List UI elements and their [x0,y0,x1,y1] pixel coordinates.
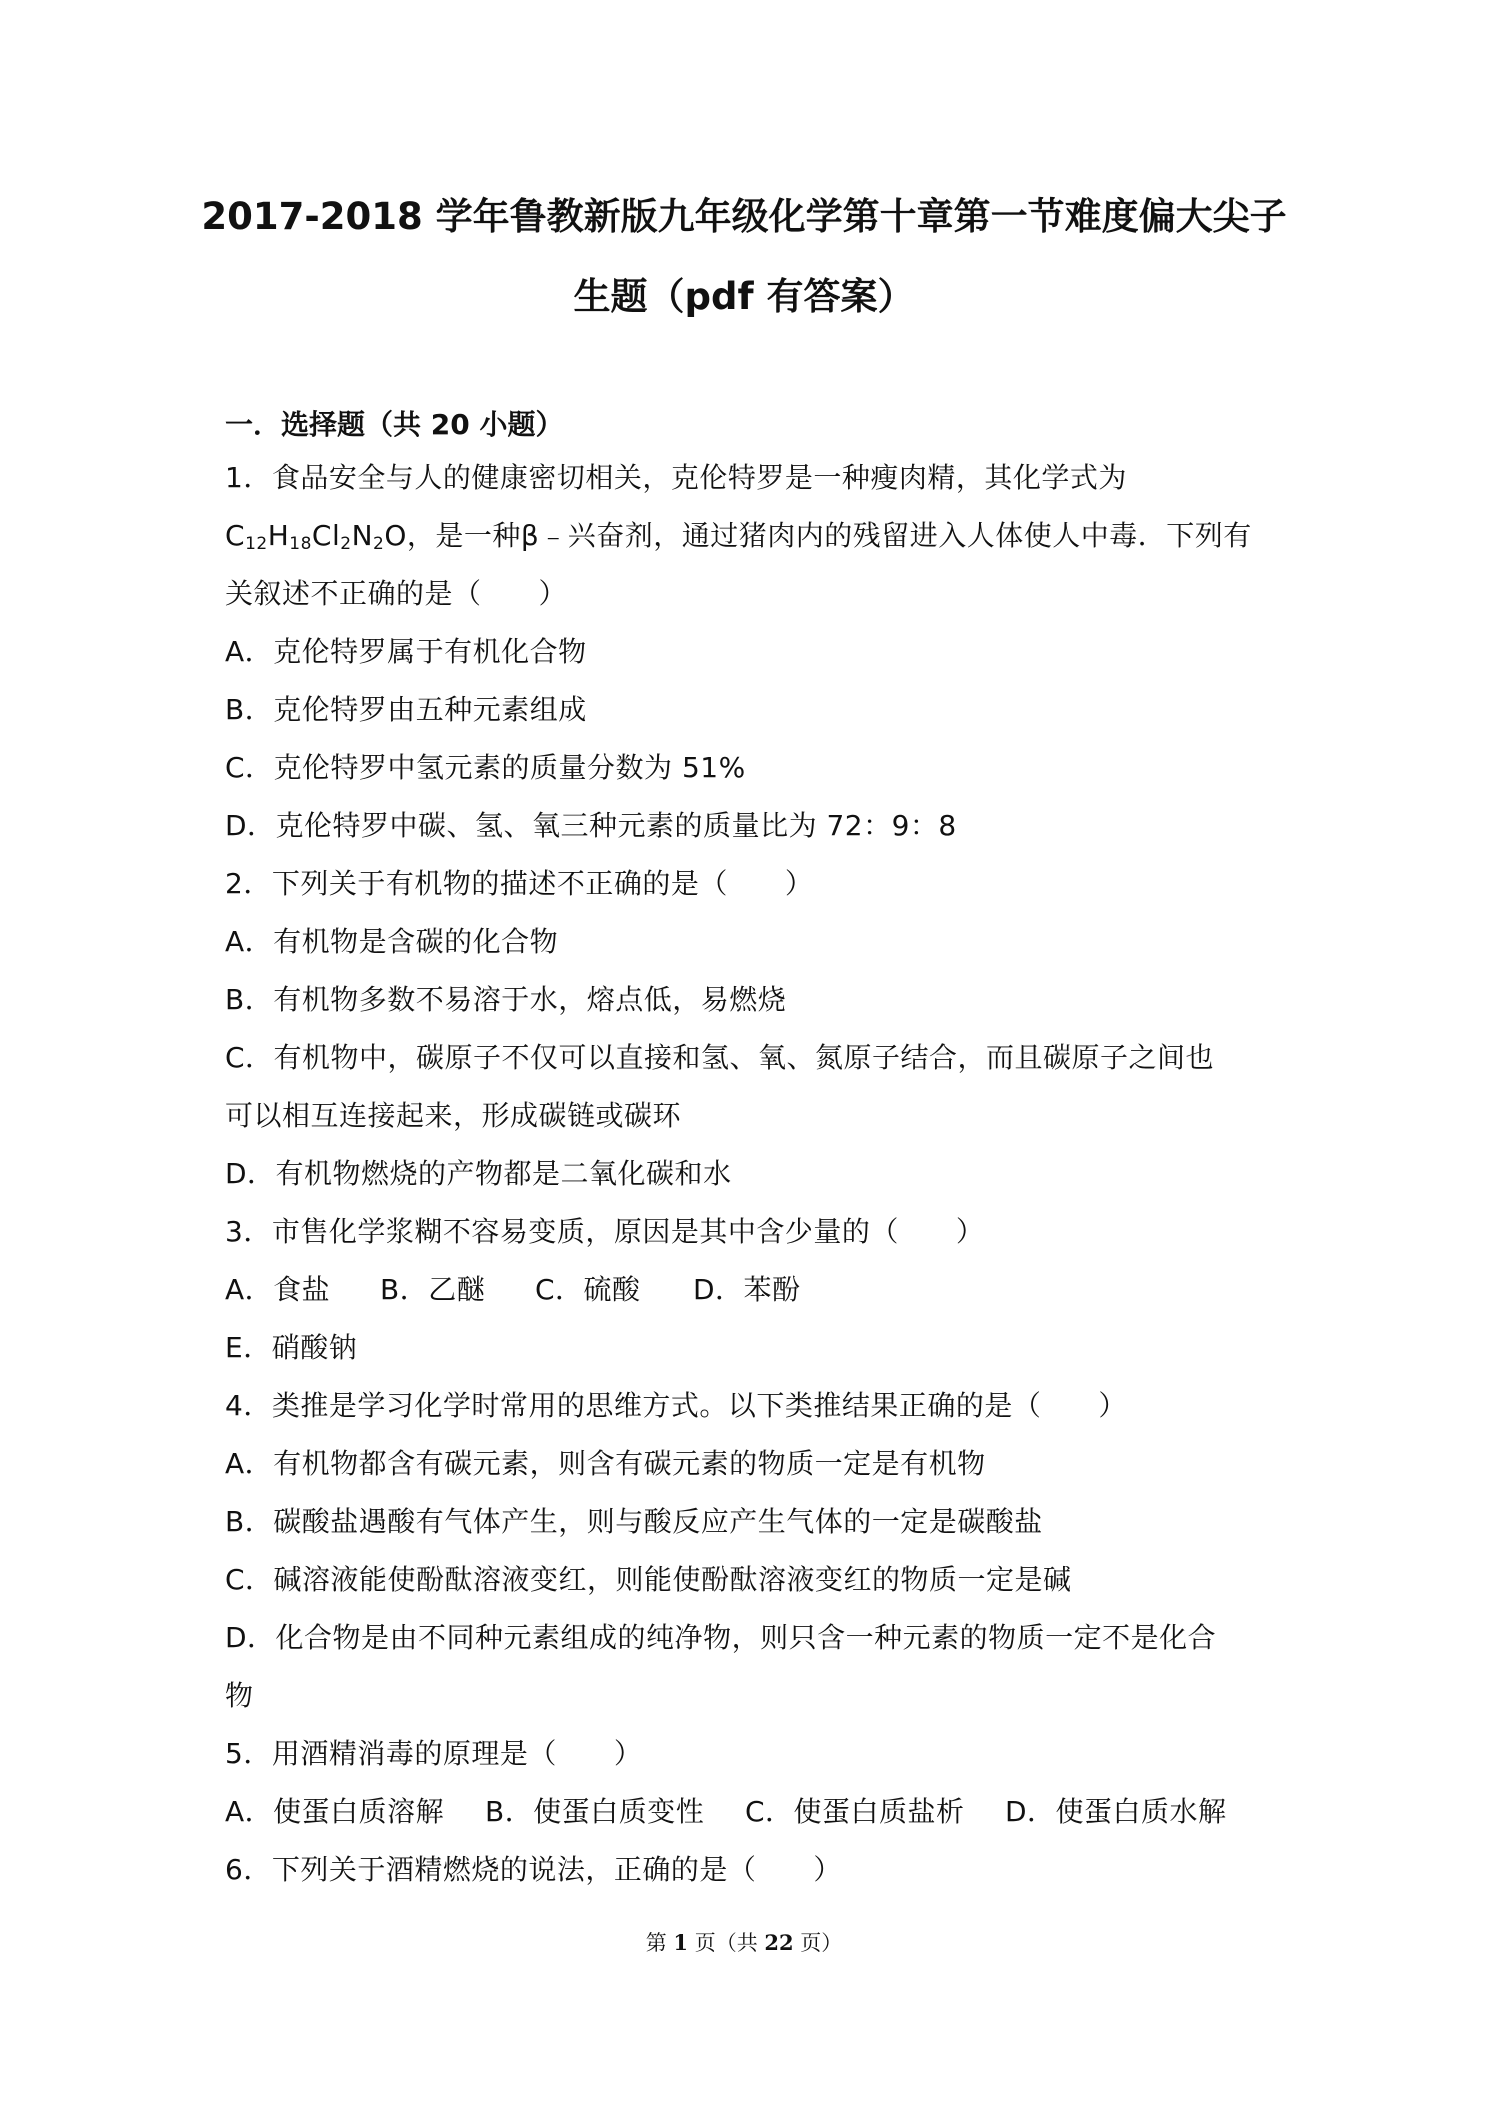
question-1-option-b: B．克伦特罗由五种元素组成 [225,693,587,726]
question-1-stem-line-1: 1．食品安全与人的健康密切相关，克伦特罗是一种瘦肉精，其化学式为 [225,461,1127,494]
question-3-stem: 3．市售化学浆糊不容易变质，原因是其中含少量的（ ） [225,1215,985,1248]
question-5-option-c: C．使蛋白质盐析 [745,1795,965,1828]
question-3-option-b: B．乙醚 [380,1273,486,1306]
section-heading: 一．选择题（共 20 小题） [225,408,564,441]
question-1-stem-line-2: $C_{12}H_{18}Cl_2N_2O$，是一种β﹣兴奋剂，通过猪肉内的残留进入人体使人中毒．下列有 [225,519,1252,554]
question-2-option-a: A．有机物是含碳的化合物 [225,925,559,958]
question-4-option-a: A．有机物都含有碳元素，则含有碳元素的物质一定是有机物 [225,1447,986,1480]
document-title-line-1: 2017-2018 学年鲁教新版九年级化学第十章第一节难度偏大尖子 [201,195,1287,238]
question-5-option-b: B．使蛋白质变性 [485,1795,705,1828]
question-4-option-d-continued: 物 [225,1679,254,1712]
chemical-formula: $C_{12}H_{18}Cl_2N_2O$ [225,519,407,554]
page-footer: 第 1 页（共 22 页） [645,1930,843,1955]
question-3-option-a: A．食盐 [225,1273,331,1306]
question-3-option-d: D．苯酚 [693,1273,801,1306]
question-5-option-d: D．使蛋白质水解 [1005,1795,1227,1828]
question-2-option-c: C．有机物中，碳原子不仅可以直接和氢、氧、氮原子结合，而且碳原子之间也 [225,1041,1215,1074]
document-title-line-2: 生题（pdf 有答案） [573,275,915,318]
question-1-option-a: A．克伦特罗属于有机化合物 [225,635,587,668]
question-1-stem-line-3: 关叙述不正确的是（ ） [225,577,568,610]
question-4-option-c: C．碱溶液能使酚酞溶液变红，则能使酚酞溶液变红的物质一定是碱 [225,1563,1072,1596]
question-5-stem: 5．用酒精消毒的原理是（ ） [225,1737,643,1770]
question-5-option-a: A．使蛋白质溶解 [225,1795,445,1828]
question-2-option-c-continued: 可以相互连接起来，形成碳链或碳环 [225,1099,682,1132]
question-3-options-row [225,1270,801,1310]
page-total: 22 [764,1930,794,1955]
question-2-option-b: B．有机物多数不易溶于水，熔点低，易燃烧 [225,983,787,1016]
question-5-options-row [225,1792,1227,1832]
question-6-stem: 6．下列关于酒精燃烧的说法，正确的是（ ） [225,1853,842,1886]
question-1-option-c: C．克伦特罗中氢元素的质量分数为 51% [225,751,746,784]
question-3-option-c: C．硫酸 [535,1273,641,1306]
question-2-stem: 2．下列关于有机物的描述不正确的是（ ） [225,867,814,900]
question-3-option-e: E．硝酸钠 [225,1331,358,1364]
question-4-option-d: D．化合物是由不同种元素组成的纯净物，则只含一种元素的物质一定不是化合 [225,1621,1217,1654]
page-number: 1 [673,1930,689,1955]
question-2-option-d: D．有机物燃烧的产物都是二氧化碳和水 [225,1157,732,1190]
question-4-stem: 4．类推是学习化学时常用的思维方式。以下类推结果正确的是（ ） [225,1389,1127,1422]
question-1-option-d: D．克伦特罗中碳、氢、氧三种元素的质量比为 72：9：8 [225,809,957,842]
question-4-option-b: B．碳酸盐遇酸有气体产生，则与酸反应产生气体的一定是碳酸盐 [225,1505,1043,1538]
